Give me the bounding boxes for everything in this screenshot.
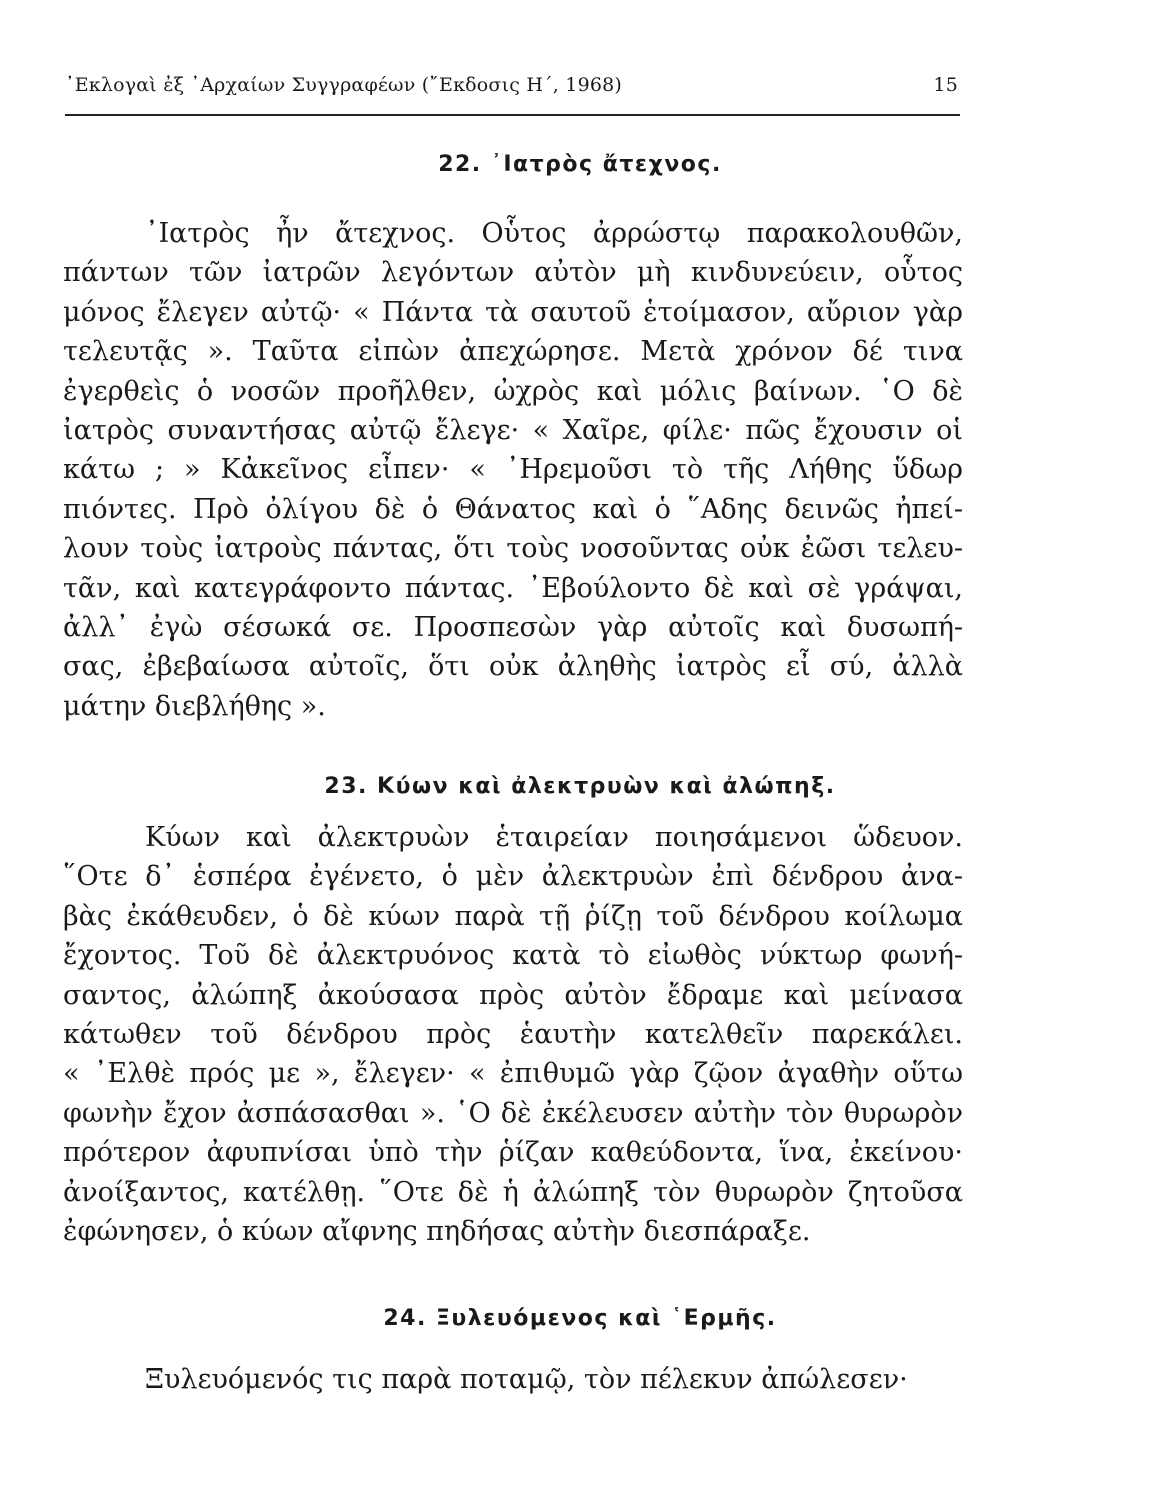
text-line: Ξυλευόμενός τις παρὰ ποταμῷ, τὸν πέλεκυν ἀπώλεσεν· bbox=[145, 1364, 908, 1395]
section-heading-23: 23. Κύων καὶ ἀλεκτρυὼν καὶ ἀλώπηξ. bbox=[324, 774, 836, 799]
header-rule bbox=[65, 114, 960, 116]
section-body-24 bbox=[63, 1360, 963, 1399]
text-line: πιόντες. Πρὸ ὀλίγου δὲ ὁ Θάνατος καὶ ὁ ῞Αδης δεινῶς ἠπεί- bbox=[63, 493, 963, 525]
text-line: Κύων καὶ ἀλεκτρυὼν ἑταιρείαν ποιησάμενοι ὥδευον. bbox=[145, 822, 963, 853]
text-line: βὰς ἐκάθευδεν, ὁ δὲ κύων παρὰ τῇ ῥίζῃ τοῦ δένδρου κοίλωμα bbox=[63, 900, 963, 932]
text-line: ᾿Ιατρὸς ἦν ἄτεχνος. Οὗτος ἀρρώστῳ παρακολουθῶν, bbox=[145, 218, 963, 249]
section-body-22 bbox=[63, 214, 963, 726]
section-heading-24: 24. Ξυλευόμενος καὶ ῾Ερμῆς. bbox=[383, 1306, 777, 1331]
text-line: πάντων τῶν ἰατρῶν λεγόντων αὐτὸν μὴ κινδυνεύειν, οὗτος bbox=[63, 257, 963, 289]
text-line: πρότερον ἀφυπνίσαι ὑπὸ τὴν ῥίζαν καθεύδοντα, ἵνα, ἐκείνου· bbox=[63, 1137, 963, 1169]
text-line: « ᾿Ελθὲ πρός με », ἔλεγεν· « ἐπιθυμῶ γὰρ ζῷον ἀγαθὴν οὕτω bbox=[63, 1058, 963, 1090]
text-line: σας, ἐβεβαίωσα αὐτοῖς, ὅτι οὐκ ἀληθὴς ἰατρὸς εἶ σύ, ἀλλὰ bbox=[63, 651, 963, 683]
text-line: μάτην διεβλήθης ». bbox=[63, 690, 326, 722]
text-line: φωνὴν ἔχον ἀσπάσασθαι ». ῾Ο δὲ ἐκέλευσεν αὐτὴν τὸν θυρωρὸν bbox=[63, 1097, 963, 1129]
running-head bbox=[65, 74, 958, 96]
text-line: κάτω ; » Κἀκεῖνος εἶπεν· « ᾿Ηρεμοῦσι τὸ τῆς Λήθης ὕδωρ bbox=[63, 454, 963, 486]
text-line: ἀνοίξαντος, κατέλθῃ. ῞Οτε δὲ ἡ ἀλώπηξ τὸν θυρωρὸν ζητοῦσα bbox=[63, 1176, 963, 1208]
text-line: σαντος, ἀλώπηξ ἀκούσασα πρὸς αὐτὸν ἔδραμε καὶ μείνασα bbox=[63, 979, 963, 1011]
page-number: 15 bbox=[933, 74, 958, 96]
text-line: τελευτᾷς ». Ταῦτα εἰπὼν ἀπεχώρησε. Μετὰ χρόνον δέ τινα bbox=[63, 336, 963, 368]
text-line: τᾶν, καὶ κατεγράφοντο πάντας. ᾿Εβούλοντο δὲ καὶ σὲ γράψαι, bbox=[63, 572, 963, 604]
text-line: ἰατρὸς συναντήσας αὐτῷ ἔλεγε· « Χαῖρε, φίλε· πῶς ἔχουσιν οἱ bbox=[63, 414, 963, 446]
text-line: ἐγερθεὶς ὁ νοσῶν προῆλθεν, ὠχρὸς καὶ μόλις βαίνων. ῾Ο δὲ bbox=[63, 375, 963, 407]
text-line: λουν τοὺς ἰατροὺς πάντας, ὅτι τοὺς νοσοῦντας οὐκ ἐῶσι τελευ- bbox=[63, 533, 963, 565]
text-line: μόνος ἔλεγεν αὐτῷ· « Πάντα τὰ σαυτοῦ ἑτοίμασον, αὔριον γὰρ bbox=[63, 296, 963, 328]
section-body-23 bbox=[63, 818, 963, 1251]
text-line: ἔχοντος. Τοῦ δὲ ἀλεκτρυόνος κατὰ τὸ εἰωθὸς νύκτωρ φωνή- bbox=[63, 940, 963, 972]
text-line: ἐφώνησεν, ὁ κύων αἴφνης πηδήσας αὐτὴν διεσπάραξε. bbox=[63, 1215, 811, 1247]
text-line: ῞Οτε δ᾿ ἑσπέρα ἐγένετο, ὁ μὲν ἀλεκτρυὼν ἐπὶ δένδρου ἀνα- bbox=[63, 861, 963, 893]
running-head-title: ᾿Εκλογαὶ ἐξ ᾿Αρχαίων Συγγραφέων (῎Εκδοσις Η΄, 1968) bbox=[65, 74, 623, 96]
text-line: κάτωθεν τοῦ δένδρου πρὸς ἑαυτὴν κατελθεῖν παρεκάλει. bbox=[63, 1018, 963, 1050]
text-line: ἀλλ᾿ ἐγὼ σέσωκά σε. Προσπεσὼν γὰρ αὐτοῖς καὶ δυσωπή- bbox=[63, 611, 963, 643]
section-heading-22: 22. ᾿Ιατρὸς ἄτεχνος. bbox=[438, 152, 722, 177]
